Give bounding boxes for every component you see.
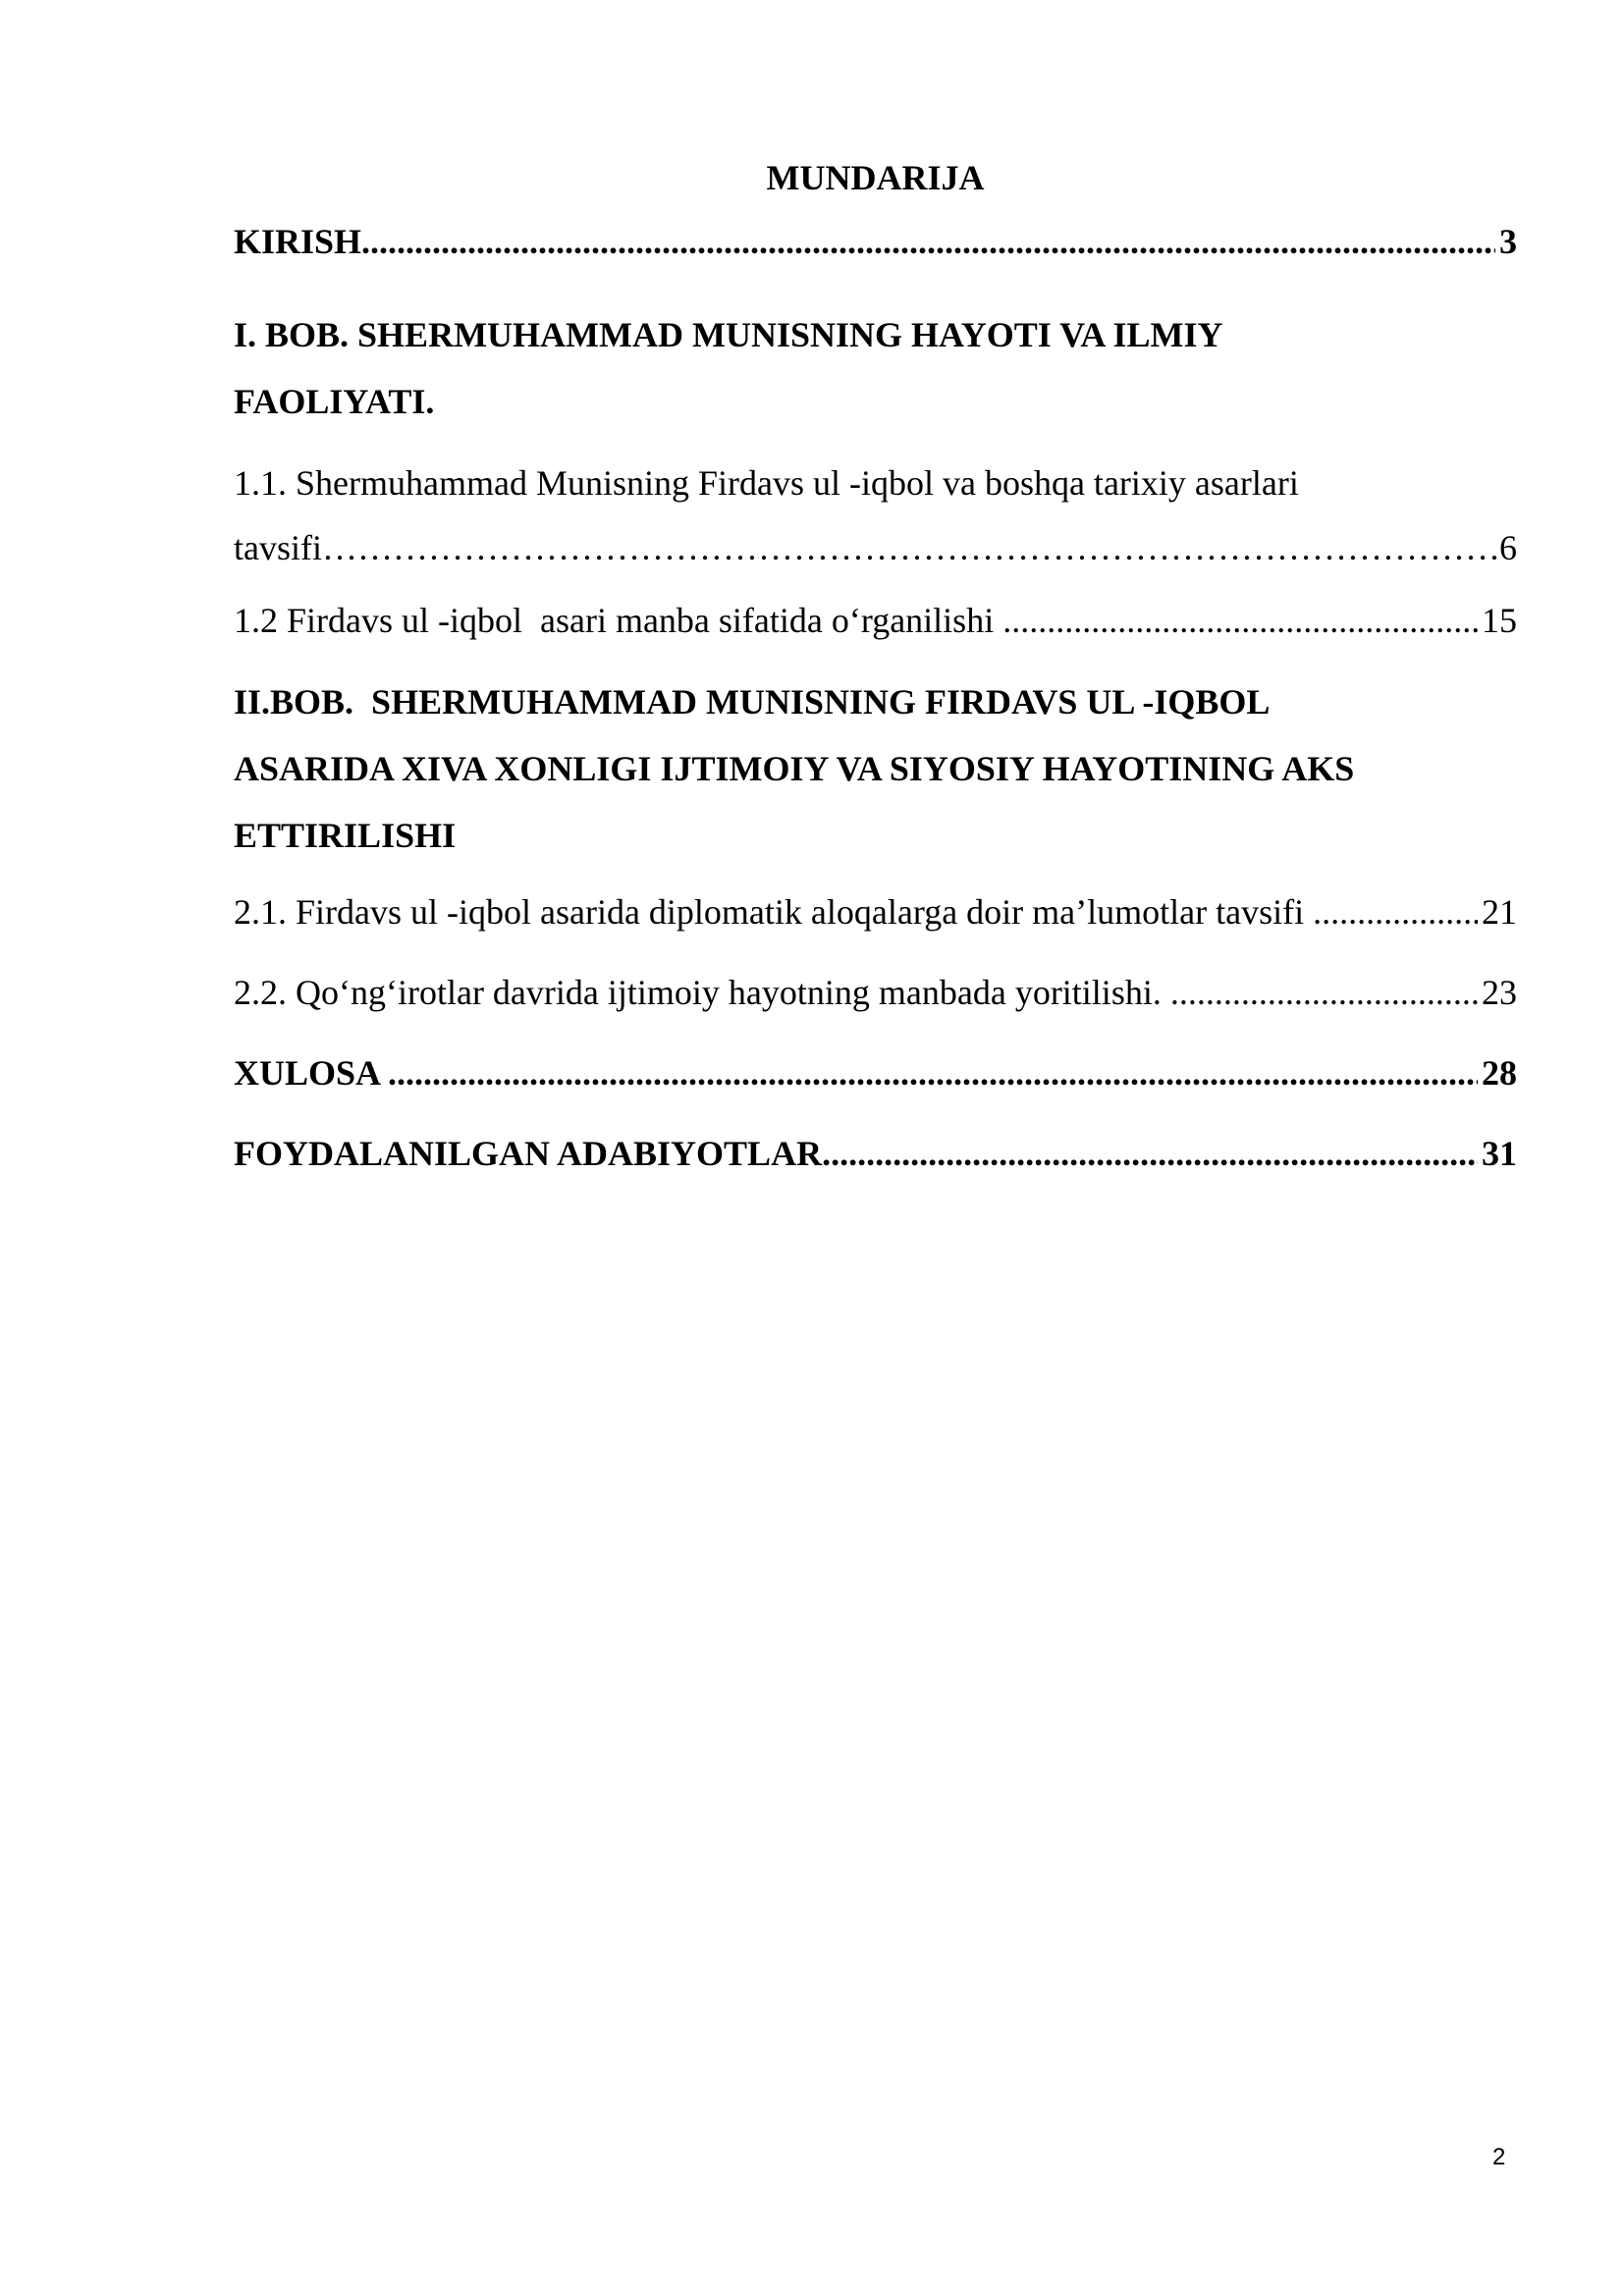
toc-page-number: 21 — [1482, 892, 1517, 932]
toc-entry-section-1-1[interactable] — [234, 451, 1517, 580]
dot-leader — [1002, 600, 1478, 641]
toc-entry-section-2-2[interactable] — [234, 972, 1517, 1013]
toc-page-number: 3 — [1499, 222, 1517, 261]
toc-entry-label: 2.2. Qo‘ng‘irotlar davrida ijtimoiy hayotning manbada yoritilishi. — [234, 973, 1170, 1012]
toc-entry-label: 2.1. Firdavs ul -iqbol asarida diplomatik aloqalarga doir ma’lumotlar tavsifi — [234, 892, 1314, 932]
dot-leader — [388, 1052, 1478, 1094]
toc-entry-label-line-1: II.BOB. SHERMUHAMMAD MUNISNING FIRDAVS UL -IQBOL — [234, 682, 1271, 721]
toc-entry-label-line-2: tavsifi — [234, 528, 322, 567]
toc-page-number: 6 — [1499, 528, 1517, 567]
page-number: 2 — [1492, 2144, 1506, 2170]
toc-entry-section-2-1[interactable] — [234, 891, 1517, 933]
toc-entry-chapter-2[interactable] — [234, 668, 1517, 869]
toc-page-number: 28 — [1482, 1053, 1517, 1093]
toc-entry-label: 1.2 Firdavs ul -iqbol asari manba sifatida o‘rganilishi — [234, 601, 1003, 640]
toc-page-number: 31 — [1482, 1134, 1517, 1173]
toc-entry-chapter-1[interactable] — [234, 301, 1517, 435]
dot-leader — [1313, 891, 1478, 933]
toc-entry-label-line-1: I. BOB. SHERMUHAMMAD MUNISNING HAYOTI VA ILMIY — [234, 315, 1223, 354]
toc-entry-label-line-2: ASARIDA XIVA XONLIGI IJTIMOIY VA SIYOSIY HAYOTINING AKS — [234, 749, 1355, 788]
toc-entry-kirish[interactable] — [234, 221, 1517, 262]
dot-leader — [822, 1133, 1478, 1174]
dot-leader — [322, 515, 1499, 580]
toc-page-number: 23 — [1482, 973, 1517, 1012]
toc-entry-section-1-2[interactable] — [234, 600, 1517, 641]
toc-entry-label-line-3: ETTIRILISHI — [234, 816, 457, 855]
toc-entry-label-line-1: 1.1. Shermuhammad Munisning Firdavs ul -iqbol va boshqa tarixiy asarlari — [234, 463, 1299, 503]
toc-entry-references[interactable] — [234, 1133, 1517, 1174]
dot-leader — [1170, 972, 1478, 1013]
toc-entry-label: FOYDALANILGAN ADABIYOTLAR — [234, 1134, 823, 1173]
toc-entry-xulosa[interactable] — [234, 1052, 1517, 1094]
toc-title: MUNDARIJA — [766, 158, 985, 197]
toc-entry-label: KIRISH — [234, 222, 362, 261]
dot-leader — [361, 221, 1495, 262]
toc-page-number: 15 — [1482, 601, 1517, 640]
toc-entry-label: XULOSA — [234, 1053, 389, 1093]
toc-entry-label-line-2: FAOLIYATI. — [234, 382, 435, 421]
